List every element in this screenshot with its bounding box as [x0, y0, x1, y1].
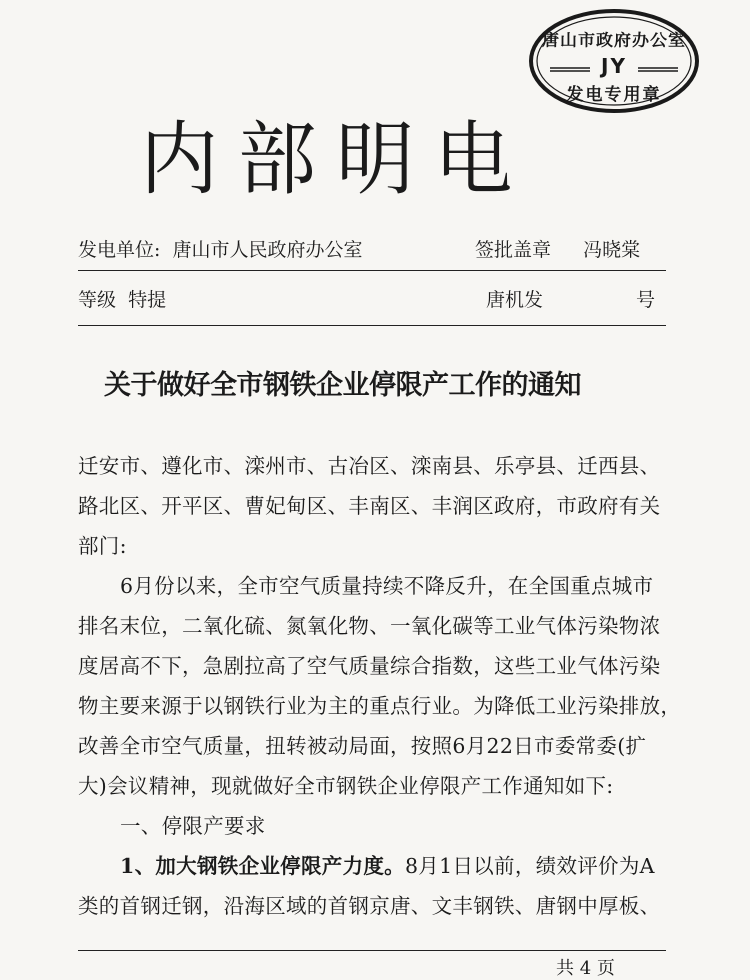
page-count: 共 4 页: [556, 958, 615, 979]
sender-label: 发电单位:: [78, 239, 161, 261]
level-info: [78, 282, 166, 318]
official-seal: [528, 8, 700, 114]
paragraph-line: 物主要来源于以钢铁行业为主的重点行业。为降低工业污染排放，: [78, 694, 682, 718]
header-divider: [78, 325, 666, 326]
notice-body: [78, 446, 682, 926]
doc-number-label: 唐机发: [486, 289, 544, 311]
addressee-line: 部门:: [78, 534, 127, 558]
sender-info: [78, 232, 362, 268]
approval-label: 签批盖章: [475, 239, 552, 261]
sender-name: 唐山市人民政府办公室: [172, 239, 363, 261]
item-text: 8月1日以前，绩效评价为A: [404, 854, 655, 878]
level-row: [78, 282, 666, 318]
footer-divider: [78, 950, 666, 951]
seal-org-name: 唐山市政府办公室: [542, 31, 686, 51]
paragraph-line: 类的首钢迁钢，沿海区域的首钢京唐、文丰钢铁、唐钢中厚板、: [78, 894, 661, 918]
notice-title: 关于做好全市钢铁企业停限产工作的通知: [104, 370, 581, 401]
approver-name: 冯晓棠: [583, 239, 641, 261]
item-heading: 1、加大钢铁企业停限产力度。: [120, 854, 405, 878]
addressee-line: 路北区、开平区、曹妃甸区、丰南区、丰润区政府，市政府有关: [78, 494, 661, 518]
paragraph-line: 度居高不下，急剧拉高了空气质量综合指数，这些工业气体污染: [78, 654, 661, 678]
addressee-line: 迁安市、遵化市、滦州市、古冶区、滦南县、乐亭县、迁西县、: [78, 454, 661, 478]
paragraph-line: 排名末位，二氧化硫、氮氧化物、一氧化碳等工业气体污染物浓: [78, 614, 661, 638]
section-heading: 一、停限产要求: [120, 814, 266, 838]
paragraph-line: 改善全市空气质量，扭转被动局面，按照6月22日市委常委(扩: [78, 734, 647, 758]
level-value: 特提: [128, 289, 167, 311]
paragraph-line: [78, 846, 676, 886]
seal-purpose: 发电专用章: [566, 85, 662, 105]
paragraph-line: 6月份以来，全市空气质量持续不降反升，在全国重点城市: [120, 574, 654, 598]
header-divider: [78, 270, 666, 271]
doc-number-suffix: 号: [636, 289, 656, 311]
approval-info: [475, 232, 640, 268]
sender-row: [78, 232, 666, 268]
page-title: 内部明电: [140, 113, 532, 206]
level-label: 等级: [78, 289, 117, 311]
seal-code: JY: [601, 54, 627, 78]
paragraph-line: 大)会议精神，现就做好全市钢铁企业停限产工作通知如下:: [78, 774, 614, 798]
